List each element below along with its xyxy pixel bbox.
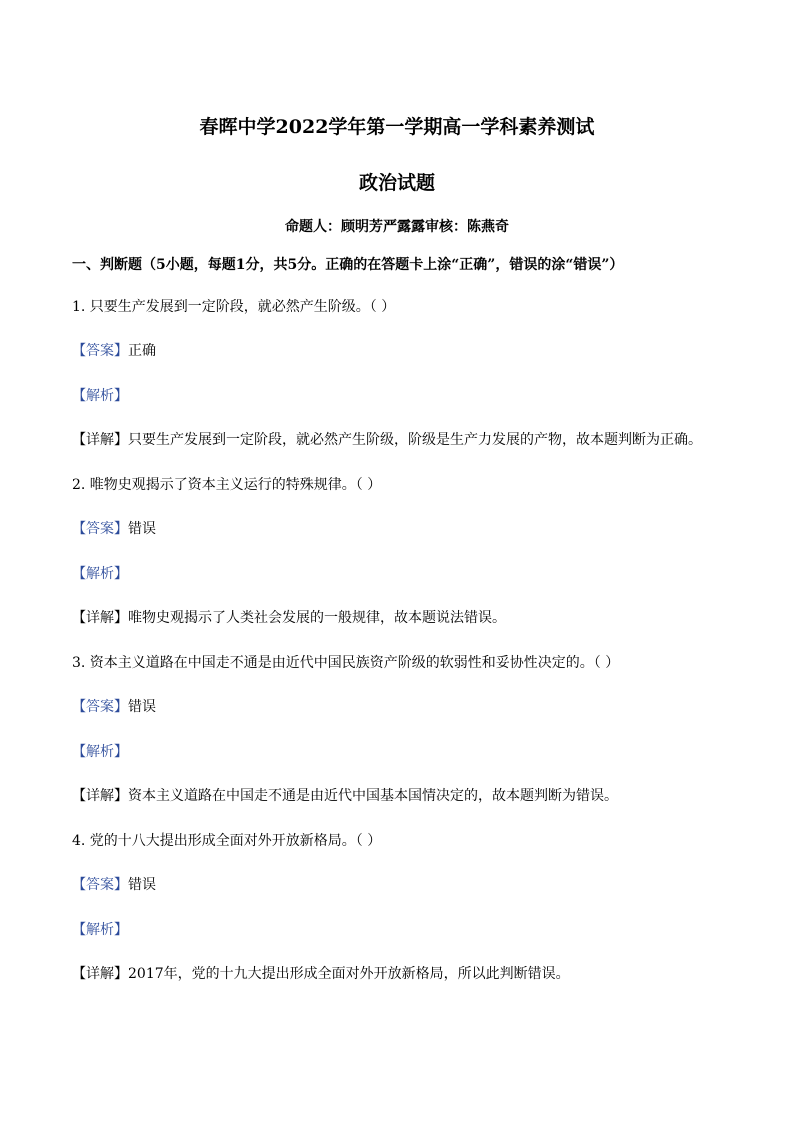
- question-stem: 4. 党的十八大提出形成全面对外开放新格局。（ ）: [72, 833, 382, 849]
- analysis-tag: 【解析】: [72, 744, 128, 760]
- detail-tag: 【详解】: [72, 788, 128, 804]
- answer-value: 错误: [128, 699, 156, 715]
- analysis-tag: 【解析】: [72, 922, 128, 938]
- detail-tag: 【详解】: [72, 966, 128, 982]
- detail-text: 唯物史观揭示了人类社会发展的一般规律，故本题说法错误。: [128, 610, 506, 626]
- answer-tag: 【答案】: [72, 343, 128, 359]
- question-stem: 2. 唯物史观揭示了资本主义运行的特殊规律。（ ）: [72, 477, 382, 493]
- detail-text: 2017年，党的十九大提出形成全面对外开放新格局，所以此判断错误。: [128, 966, 570, 982]
- detail-line: [72, 433, 702, 447]
- page-title: 春晖中学2022学年第一学期高一学科素养测试: [199, 116, 595, 138]
- question-stem: 1. 只要生产发展到一定阶段，就必然产生阶级。（ ）: [72, 299, 396, 315]
- answer-value: 正确: [128, 343, 156, 359]
- detail-text: 资本主义道路在中国走不通是由近代中国基本国情决定的，故本题判断为错误。: [128, 788, 618, 804]
- answer-line: [72, 344, 156, 358]
- authors-line: 命题人：顾明芳严露露审核：陈燕奇: [285, 219, 509, 235]
- detail-line: [72, 611, 506, 625]
- answer-tag: 【答案】: [72, 877, 128, 893]
- detail-tag: 【详解】: [72, 610, 128, 626]
- detail-text: 只要生产发展到一定阶段，就必然产生阶级，阶级是生产力发展的产物，故本题判断为正确。: [128, 432, 702, 448]
- answer-tag: 【答案】: [72, 521, 128, 537]
- analysis-tag: 【解析】: [72, 388, 128, 404]
- page-subtitle: 政治试题: [358, 172, 435, 194]
- detail-line: [72, 967, 570, 981]
- answer-line: [72, 700, 156, 714]
- answer-line: [72, 878, 156, 892]
- question-stem: 3. 资本主义道路在中国走不通是由近代中国民族资产阶级的软弱性和妥协性决定的。（ ）: [72, 655, 620, 671]
- analysis-tag: 【解析】: [72, 566, 128, 582]
- answer-value: 错误: [128, 521, 156, 537]
- detail-tag: 【详解】: [72, 432, 128, 448]
- detail-line: [72, 789, 618, 803]
- answer-line: [72, 522, 156, 536]
- section-heading: 一、判断题（5小题，每题1分，共5分。正确的在答题卡上涂“正确”，错误的涂“错误”）: [72, 257, 624, 273]
- answer-tag: 【答案】: [72, 699, 128, 715]
- answer-value: 错误: [128, 877, 156, 893]
